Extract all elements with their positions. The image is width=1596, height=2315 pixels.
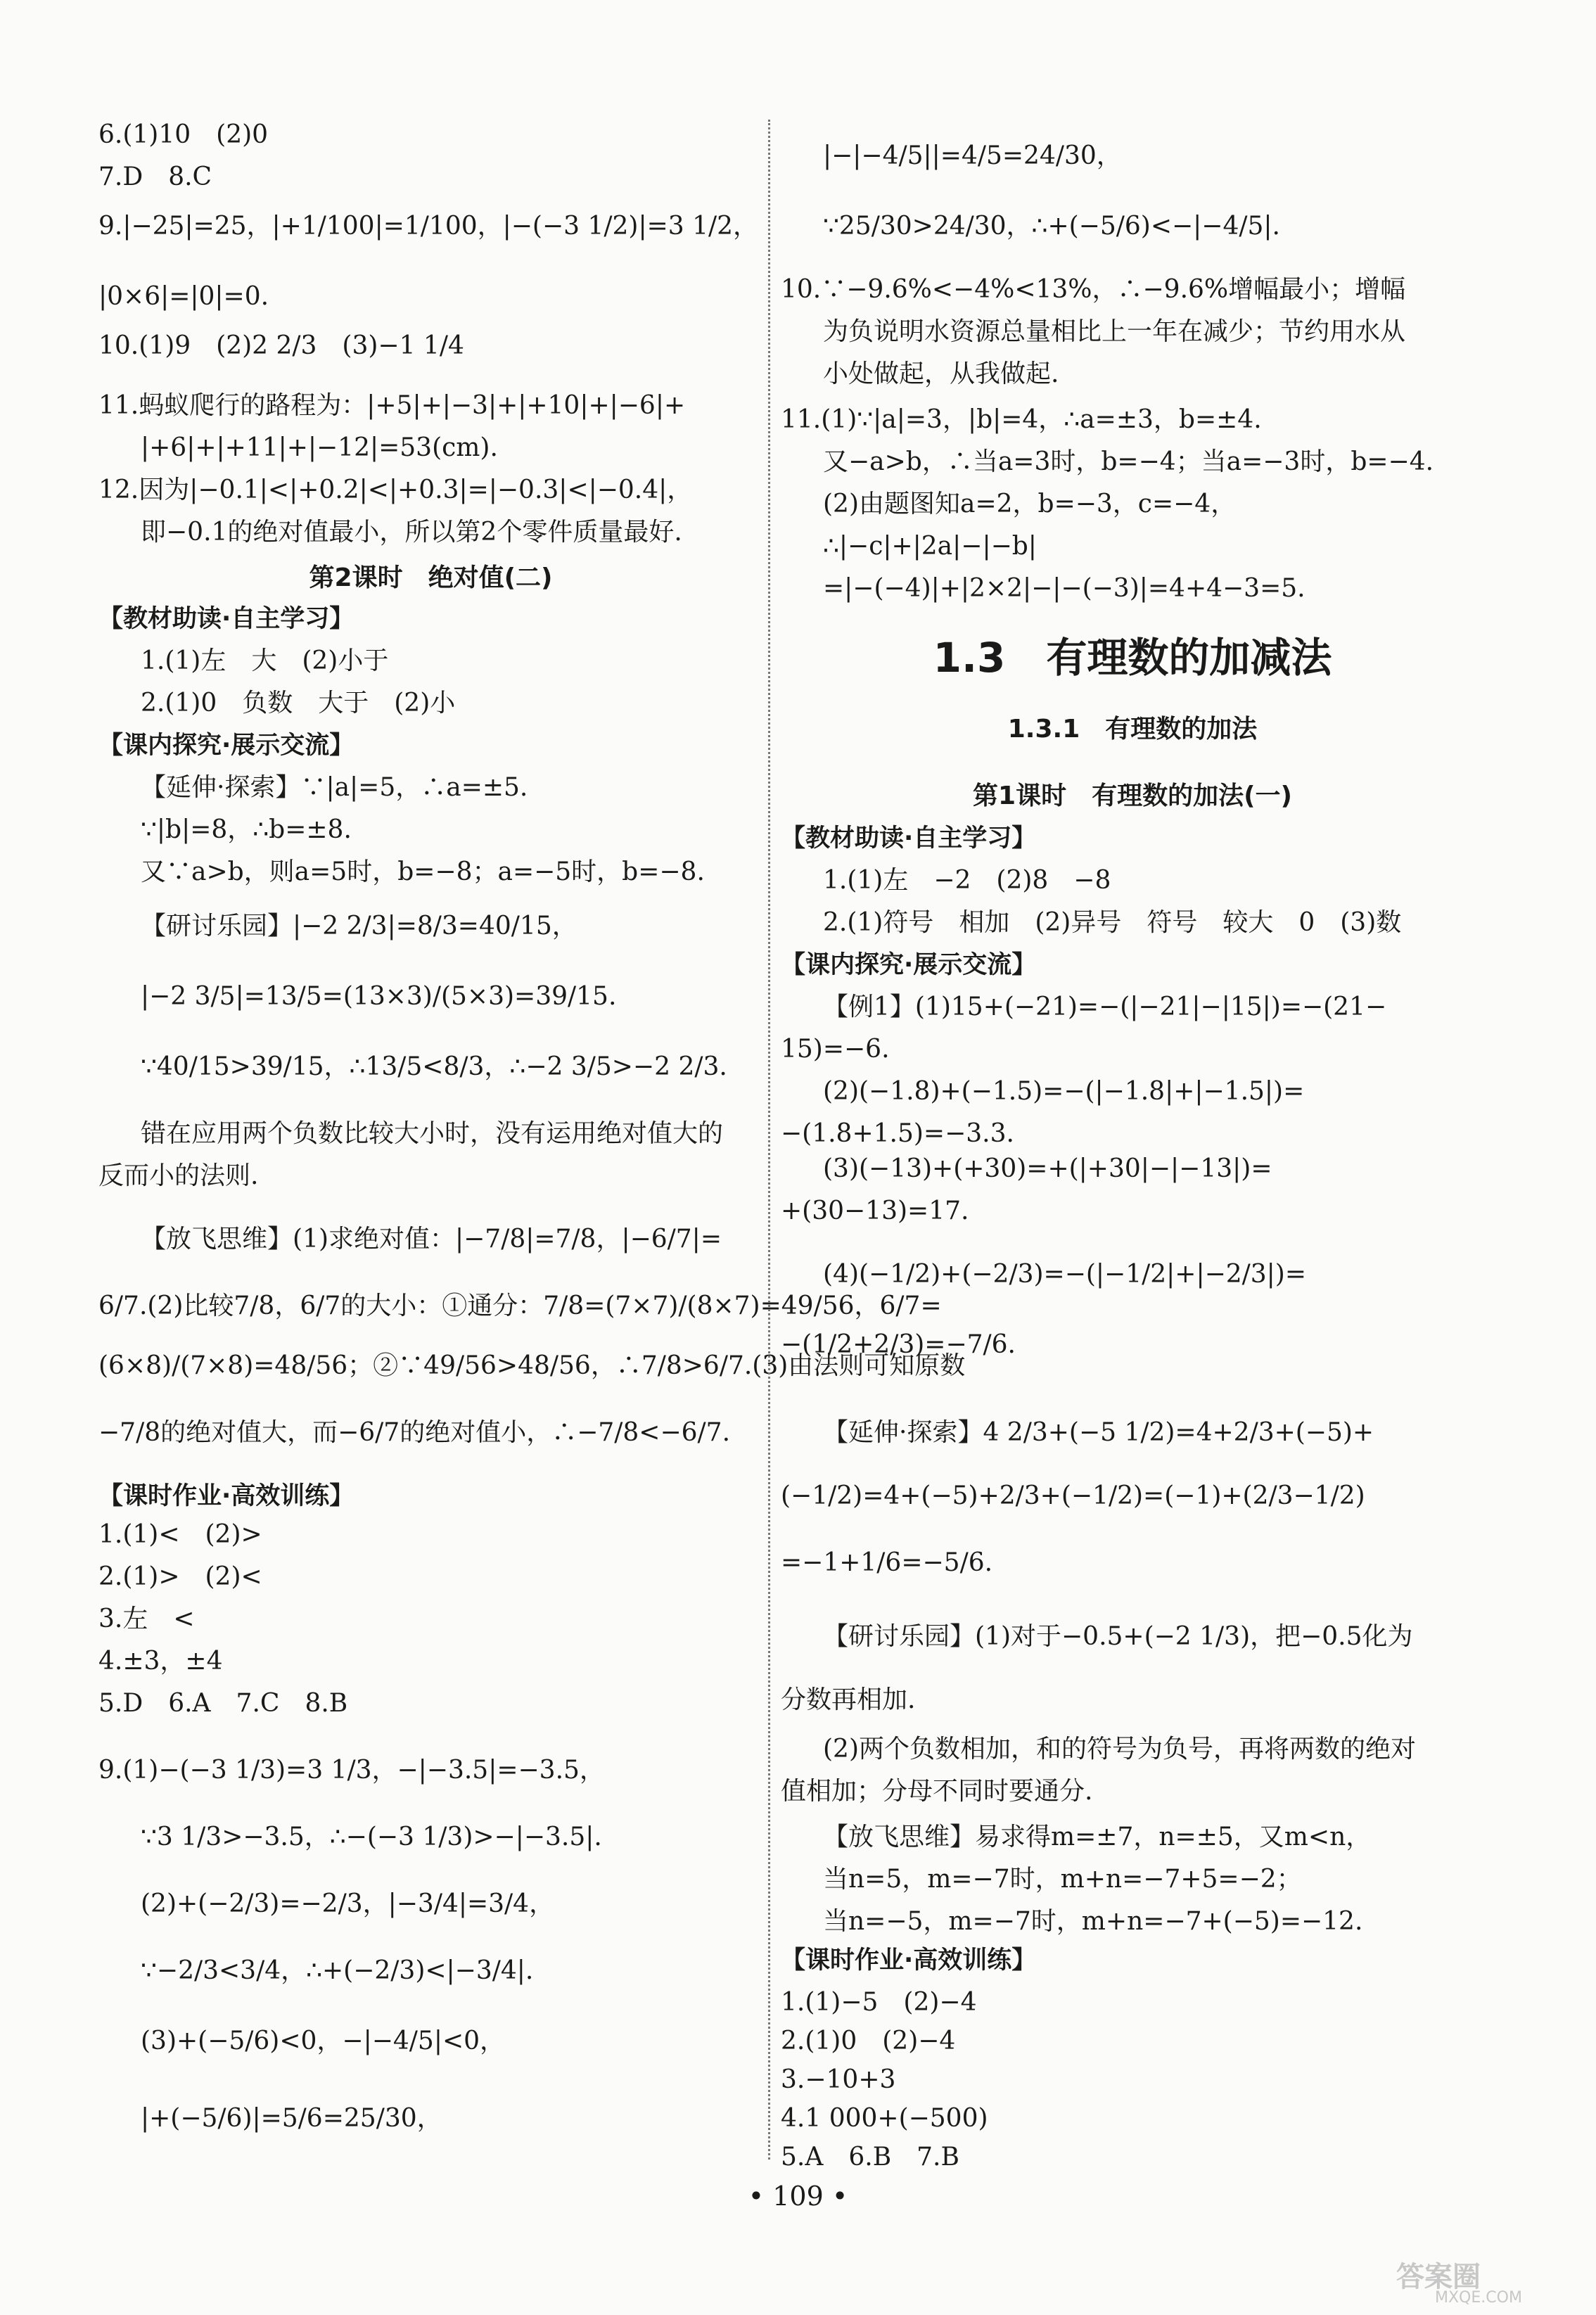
right-line: 1.(1)−5 (2)−4 (781, 1988, 977, 2017)
right-line: (3)(−13)+(+30)=+(|+30|−|−13|)= (823, 1154, 1272, 1183)
right-line: (2)两个负数相加，和的符号为负号，再将两数的绝对 (823, 1735, 1416, 1764)
right-line: 又−a>b，∴当a=3时，b=−4；当a=−3时，b=−4. (823, 447, 1434, 476)
left-line: (6×8)/(7×8)=48/56；②∵49/56>48/56，∴7/8>6/7.(3)由法则可知原数 (98, 1351, 966, 1380)
left-line: 1.(1)左 大 (2)小于 (141, 646, 389, 675)
left-line: 11.蚂蚁爬行的路程为：|+5|+|−3|+|+10|+|−6|+ (98, 391, 686, 420)
left-line: 2.(1)> (2)< (98, 1562, 262, 1591)
left-line: |−2 3/5|=13/5=(13×3)/(5×3)=39/15. (141, 982, 617, 1011)
right-line: +(30−13)=17. (781, 1197, 969, 1225)
left-line: 【研讨乐园】|−2 2/3|=8/3=40/15， (141, 912, 577, 940)
left-line: ∵−2/3<3/4，∴+(−2/3)<|−3/4|. (141, 1956, 534, 1985)
left-line: ∵3 1/3>−3.5，∴−(−3 1/3)>−|−3.5|. (141, 1823, 602, 1851)
right-line: 15)=−6. (781, 1035, 890, 1064)
right-line: ∵25/30>24/30，∴+(−5/6)<−|−4/5|. (823, 212, 1280, 241)
right-line: 【课时作业·高效训练】 (781, 1946, 1037, 1975)
right-line: 分数再相加. (781, 1685, 916, 1714)
right-line: (2)(−1.8)+(−1.5)=−(|−1.8|+|−1.5|)= (823, 1077, 1305, 1106)
right-line: 小处做起，从我做起. (823, 359, 1059, 388)
right-line: ∴|−c|+|2a|−|−b| (823, 532, 1037, 561)
right-line: 值相加；分母不同时要通分. (781, 1777, 1093, 1806)
watermark-url: MXQE.COM (1435, 2289, 1522, 2307)
right-line: 【课内探究·展示交流】 (781, 951, 1037, 979)
left-line: 9.|−25|=25，|+1/100|=1/100，|−(−3 1/2)|=3 1/2， (98, 212, 759, 241)
left-line: 2.(1)0 负数 大于 (2)小 (141, 689, 456, 718)
left-line: 【教材助读·自主学习】 (98, 605, 355, 633)
right-line: 【放飞思维】易求得m=±7，n=±5，又m<n， (823, 1823, 1372, 1851)
right-line: 【研讨乐园】(1)对于−0.5+(−2 1/3)，把−0.5化为 (823, 1622, 1413, 1651)
left-line: 12.因为|−0.1|<|+0.2|<|+0.3|=|−0.3|<|−0.4|， (98, 476, 693, 504)
right-line: (4)(−1/2)+(−2/3)=−(|−1/2|+|−2/3|)= (823, 1260, 1307, 1289)
right-line: 1.(1)左 −2 (2)8 −8 (823, 866, 1111, 895)
left-line: |+(−5/6)|=5/6=25/30， (141, 2104, 442, 2133)
left-line: 5.D 6.A 7.C 8.B (98, 1689, 348, 1718)
right-line: 5.A 6.B 7.B (781, 2143, 959, 2171)
left-line: 【放飞思维】(1)求绝对值：|−7/8|=7/8，|−6/7|= (141, 1225, 722, 1254)
left-line: ∵|b|=8，∴b=±8. (141, 815, 352, 844)
right-line: 2.(1)符号 相加 (2)异号 符号 较大 0 (3)数 (823, 908, 1402, 937)
left-line: 4.±3，±4 (98, 1647, 223, 1676)
right-line: 为负说明水资源总量相比上一年在减少；节约用水从 (823, 317, 1406, 346)
left-line: 错在应用两个负数比较大小时，没有运用绝对值大的 (141, 1119, 724, 1148)
right-line: 当n=−5，m=−7时，m+n=−7+(−5)=−12. (823, 1907, 1363, 1936)
left-line: (2)+(−2/3)=−2/3，|−3/4|=3/4， (141, 1889, 555, 1918)
left-line: 9.(1)−(−3 1/3)=3 1/3，−|−3.5|=−3.5， (98, 1756, 605, 1785)
right-line: 2.(1)0 (2)−4 (781, 2027, 956, 2055)
right-line: 1.3 有理数的加减法 (933, 634, 1332, 682)
right-line: 【教材助读·自主学习】 (781, 824, 1037, 853)
left-line: −7/8的绝对值大，而−6/7的绝对值小，∴−7/8<−6/7. (98, 1418, 731, 1447)
left-line: 1.(1)< (2)> (98, 1520, 262, 1549)
left-line: 【课时作业·高效训练】 (98, 1482, 355, 1510)
left-line: 即−0.1的绝对值最小，所以第2个零件质量最好. (141, 518, 682, 547)
right-line: 当n=5，m=−7时，m+n=−7+5=−2； (823, 1865, 1302, 1894)
right-line: 10.∵−9.6%<−4%<13%，∴−9.6%增幅最小；增幅 (781, 275, 1406, 304)
right-line: 【例1】(1)15+(−21)=−(|−21|−|15|)=−(21− (823, 993, 1387, 1021)
left-line: ∵40/15>39/15，∴13/5<8/3，∴−2 3/5>−2 2/3. (141, 1052, 727, 1081)
left-line: 6.(1)10 (2)0 (98, 120, 269, 149)
watermark-logo: 答案圈 (1396, 2261, 1481, 2293)
left-line: 10.(1)9 (2)2 2/3 (3)−1 1/4 (98, 331, 464, 360)
left-line: 又∵a>b，则a=5时，b=−8；a=−5时，b=−8. (141, 857, 705, 886)
left-line: 7.D 8.C (98, 162, 212, 191)
column-divider (768, 120, 770, 2160)
right-line: |−|−4/5||=4/5=24/30， (823, 141, 1122, 170)
left-line: |0×6|=|0|=0. (98, 282, 269, 311)
left-line: 3.左 < (98, 1605, 195, 1633)
left-line: 反而小的法则. (98, 1161, 259, 1190)
right-line: (2)由题图知a=2，b=−3，c=−4， (823, 490, 1237, 518)
right-line: −(1.8+1.5)=−3.3. (781, 1119, 1014, 1148)
left-line: 第2课时 绝对值(二) (309, 563, 553, 592)
left-line: 6/7.(2)比较7/8，6/7的大小：①通分：7/8=(7×7)/(8×7)=49/56，6/7= (98, 1292, 942, 1320)
right-line: −(1/2+2/3)=−7/6. (781, 1330, 1016, 1359)
right-line: 3.−10+3 (781, 2065, 896, 2094)
right-line: =−1+1/6=−5/6. (781, 1548, 993, 1577)
left-line: 【课内探究·展示交流】 (98, 732, 355, 760)
right-line: =|−(−4)|+|2×2|−|−(−3)|=4+4−3=5. (823, 574, 1305, 603)
right-line: (−1/2)=4+(−5)+2/3+(−1/2)=(−1)+(2/3−1/2) (781, 1481, 1365, 1510)
right-line: 11.(1)∵|a|=3，|b|=4，∴a=±3，b=±4. (781, 405, 1262, 434)
right-line: 4.1 000+(−500) (781, 2104, 988, 2133)
right-line: 第1课时 有理数的加法(一) (973, 782, 1292, 810)
right-line: 1.3.1 有理数的加法 (1007, 715, 1258, 744)
left-line: (3)+(−5/6)<0，−|−4/5|<0， (141, 2027, 506, 2055)
page-number: • 109 • (748, 2181, 848, 2212)
left-line: 【延伸·探索】∵|a|=5，∴a=±5. (141, 773, 528, 802)
right-line: 【延伸·探索】4 2/3+(−5 1/2)=4+2/3+(−5)+ (823, 1418, 1374, 1447)
left-line: |+6|+|+11|+|−12|=53(cm). (141, 433, 498, 462)
